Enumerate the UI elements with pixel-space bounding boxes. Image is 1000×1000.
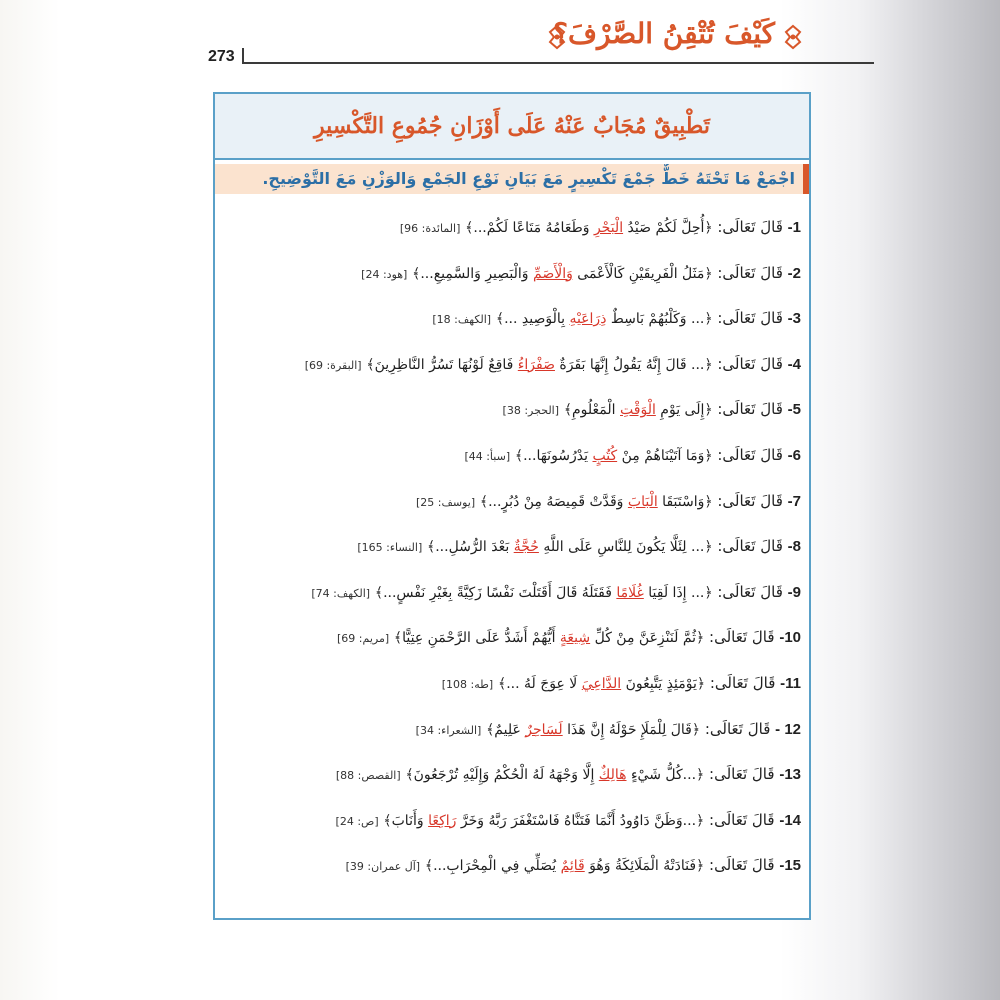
exercise-item	[221, 347, 801, 381]
highlighted-word: وَالْأَصَمِّ	[533, 265, 573, 282]
verse-reference: [الحجر: 38]	[502, 404, 560, 418]
verse-text: بِالْوَصِيدِ ...﴾	[495, 311, 570, 328]
item-intro: قَالَ تَعَالَى:	[717, 309, 783, 328]
item-number: 8-	[787, 538, 801, 556]
item-number: 7-	[787, 492, 801, 510]
exercise-item	[221, 529, 801, 563]
exercise-item	[221, 803, 801, 837]
verse-text: أَيُّهُمْ أَشَدُّ عَلَى الرَّحْمَنِ عِتِيًّا﴾	[393, 630, 560, 647]
exercise-title: تَطْبِيقٌ مُجَابٌ عَنْهُ عَلَى أَوْزَانِ جُمُوعِ التَّكْسِيرِ	[314, 113, 710, 139]
highlighted-word: الدَّاعِيَ	[581, 676, 622, 692]
highlighted-word: الْبَحْرِ	[593, 220, 624, 236]
item-intro: قَالَ تَعَالَى:	[704, 719, 771, 738]
verse-text: وَقَدَّتْ قَمِيصَهُ مِنْ دُبُرٍ...﴾	[479, 493, 628, 510]
item-intro: قَالَ تَعَالَى:	[717, 582, 783, 601]
highlighted-word: هَالِكٌ	[598, 767, 627, 784]
verse-text: يُصَلِّي فِي الْمِحْرَابِ...﴾	[424, 858, 561, 875]
item-intro: قَالَ تَعَالَى:	[709, 765, 775, 784]
item-number: 2-	[787, 264, 801, 282]
verse-text: وَالْبَصِيرِ وَالسَّمِيعِ...﴾	[412, 265, 533, 282]
item-number: 5-	[787, 401, 801, 419]
highlighted-word: لَسَاحِرٌ	[525, 721, 563, 738]
verse-reference: [مريم: 69]	[337, 632, 390, 646]
exercise-item	[221, 484, 801, 518]
instruction-text: اجْمَعْ مَا تَحْتَهُ خَطٌّ جَمْعَ تَكْسِيرٍ مَعَ بَيَانِ نَوْعِ الجَمْعِ وَالوَزْنِ مَعَ التَّوْضِيحِ.	[262, 169, 795, 188]
verse-text: ﴿فَنَادَتْهُ الْمَلَائِكَةُ وَهُوَ	[584, 858, 705, 875]
verse-text: إِلَّا وَجْهَهُ لَهُ الْحُكْمُ وَإِلَيْهِ تُرْجَعُونَ﴾	[405, 767, 599, 784]
verse-reference: [ص: 24]	[335, 814, 379, 828]
book-title: كَيْفَ تُتْقِنُ الصَّرْفَ؟	[553, 17, 775, 50]
ornament-icon	[780, 24, 806, 50]
verse-text: ﴿إِلَى يَوْمِ	[655, 402, 713, 419]
exercise-box	[213, 92, 811, 920]
exercise-item	[221, 620, 801, 654]
exercise-item	[221, 210, 801, 244]
highlighted-word: صَفْرَاءُ	[517, 356, 555, 373]
verse-reference: [الكهف: 18]	[432, 313, 492, 327]
item-intro: قَالَ تَعَالَى:	[717, 400, 783, 419]
verse-text: ﴿يَوْمَئِذٍ يَتَّبِعُونَ	[621, 676, 706, 692]
item-number: 12 -	[775, 720, 801, 738]
verse-reference: [المائدة: 96]	[399, 222, 461, 235]
highlighted-word: ذِرَاعَيْهِ	[569, 311, 607, 328]
item-number: 6-	[787, 447, 801, 464]
item-intro: قَالَ تَعَالَى:	[709, 674, 776, 692]
verse-reference: [القصص: 88]	[335, 769, 401, 783]
verse-text: ﴿... قَالَ إِنَّهُ يَقُولُ إِنَّهَا بَقَرَةٌ	[554, 356, 713, 373]
verse-text: وَأَنَابَ﴾	[383, 812, 429, 829]
verse-reference: [البقرة: 69]	[304, 358, 362, 372]
item-number: 15-	[779, 857, 801, 875]
exercise-item	[221, 712, 801, 746]
verse-text: ﴿...كُلُّ شَيْءٍ	[626, 767, 705, 784]
item-number: 14-	[779, 811, 801, 829]
item-number: 10-	[779, 629, 801, 647]
verse-text: فَاقِعٌ لَوْنُهَا تَسُرُّ النَّاظِرِينَ﴾	[366, 356, 518, 373]
verse-reference: [طه: 108]	[441, 678, 494, 691]
highlighted-word: رَاكِعًا	[428, 812, 457, 829]
verse-text: ﴿... وَكَلْبُهُمْ بَاسِطٌ	[606, 311, 713, 328]
verse-reference: [الشعراء: 34]	[415, 723, 482, 737]
verse-text: ﴿أُحِلَّ لَكُمْ صَيْدُ	[623, 220, 713, 236]
item-intro: قَالَ تَعَالَى:	[717, 263, 783, 282]
verse-text: ﴿وَاسْتَبَقَا	[657, 493, 713, 510]
verse-text: بَعْدَ الرُّسُلِ...﴾	[427, 539, 514, 556]
exercise-item	[221, 392, 801, 426]
item-number: 9-	[787, 583, 801, 601]
item-number: 4-	[787, 355, 801, 373]
header-rule	[244, 62, 874, 64]
verse-text: ﴿ثُمَّ لَنَنْزِعَنَّ مِنْ كُلِّ	[590, 630, 705, 647]
instruction-bar	[215, 164, 809, 194]
verse-text: ﴿مَثَلُ الْفَرِيقَيْنِ كَالْأَعْمَى	[572, 265, 713, 282]
item-intro: قَالَ تَعَالَى:	[709, 810, 775, 829]
page-number: 273	[208, 48, 235, 65]
verse-reference: [هود: 24]	[361, 267, 408, 281]
highlighted-word: الْوَقْتِ	[620, 402, 656, 419]
verse-text: عَلِيمٌ﴾	[486, 721, 526, 738]
verse-reference: [النساء: 165]	[357, 541, 423, 555]
item-intro: قَالَ تَعَالَى:	[709, 856, 775, 875]
item-number: 11-	[780, 675, 801, 692]
item-intro: قَالَ تَعَالَى:	[709, 628, 775, 647]
item-intro: قَالَ تَعَالَى:	[717, 446, 783, 464]
item-intro: قَالَ تَعَالَى:	[717, 537, 783, 556]
verse-text: ﴿...وَظَنَّ دَاوُودُ أَنَّمَا فَتَنَّاهُ فَاسْتَغْفَرَ رَبَّهُ وَخَرَّ	[456, 812, 705, 829]
highlighted-word: حُجَّةٌ	[513, 539, 539, 556]
verse-text: فَقَتَلَهُ قَالَ أَقَتَلْتَ نَفْسًا زَكِيَّةً بِغَيْرِ نَفْسٍ...﴾	[374, 584, 617, 601]
exercise-item	[221, 438, 801, 472]
item-number: 1-	[787, 219, 801, 236]
highlighted-word: غُلَامًا	[616, 584, 644, 601]
item-number: 3-	[787, 310, 801, 328]
verse-text: الْمَعْلُومِ﴾	[563, 402, 621, 419]
item-intro: قَالَ تَعَالَى:	[717, 354, 783, 373]
item-intro: قَالَ تَعَالَى:	[717, 491, 783, 510]
verse-reference: [يوسف: 25]	[415, 495, 476, 509]
exercise-item	[221, 575, 801, 609]
verse-reference: [سبأ: 44]	[464, 450, 511, 463]
verse-text: ﴿قَالَ لِلْمَلَإِ حَوْلَهُ إِنَّ هَذَا	[562, 721, 701, 738]
exercise-item	[221, 757, 801, 791]
verse-text: يَدْرُسُونَهَا...﴾	[514, 448, 593, 464]
item-intro: قَالَ تَعَالَى:	[717, 218, 783, 236]
highlighted-word: شِيعَةٍ	[559, 630, 591, 647]
exercise-item	[221, 301, 801, 335]
highlighted-word: الْبَابَ	[627, 493, 658, 510]
highlighted-word: قَائِمٌ	[560, 858, 585, 875]
verse-text: لَا عِوَجَ لَهُ ...﴾	[497, 676, 582, 692]
verse-text: ﴿وَمَا آتَيْنَاهُمْ مِنْ	[617, 448, 713, 464]
instruction-accent	[803, 164, 809, 194]
exercise-item	[221, 848, 801, 882]
verse-reference: [آل عمران: 39]	[345, 860, 421, 874]
highlighted-word: كُتُبٍ	[592, 448, 618, 464]
item-number: 13-	[779, 766, 801, 784]
exercise-title-band	[215, 94, 809, 158]
verse-reference: [الكهف: 74]	[311, 586, 371, 600]
title-divider	[215, 158, 809, 160]
verse-text: وَطَعَامُهُ مَتَاعًا لَكُمْ...﴾	[465, 220, 594, 236]
verse-text: ﴿... إِذَا لَقِيَا	[643, 584, 713, 601]
exercise-item	[221, 666, 801, 700]
exercise-item	[221, 256, 801, 290]
verse-text: ﴿... لِئَلَّا يَكُونَ لِلنَّاسِ عَلَى اللَّهِ	[538, 539, 713, 556]
